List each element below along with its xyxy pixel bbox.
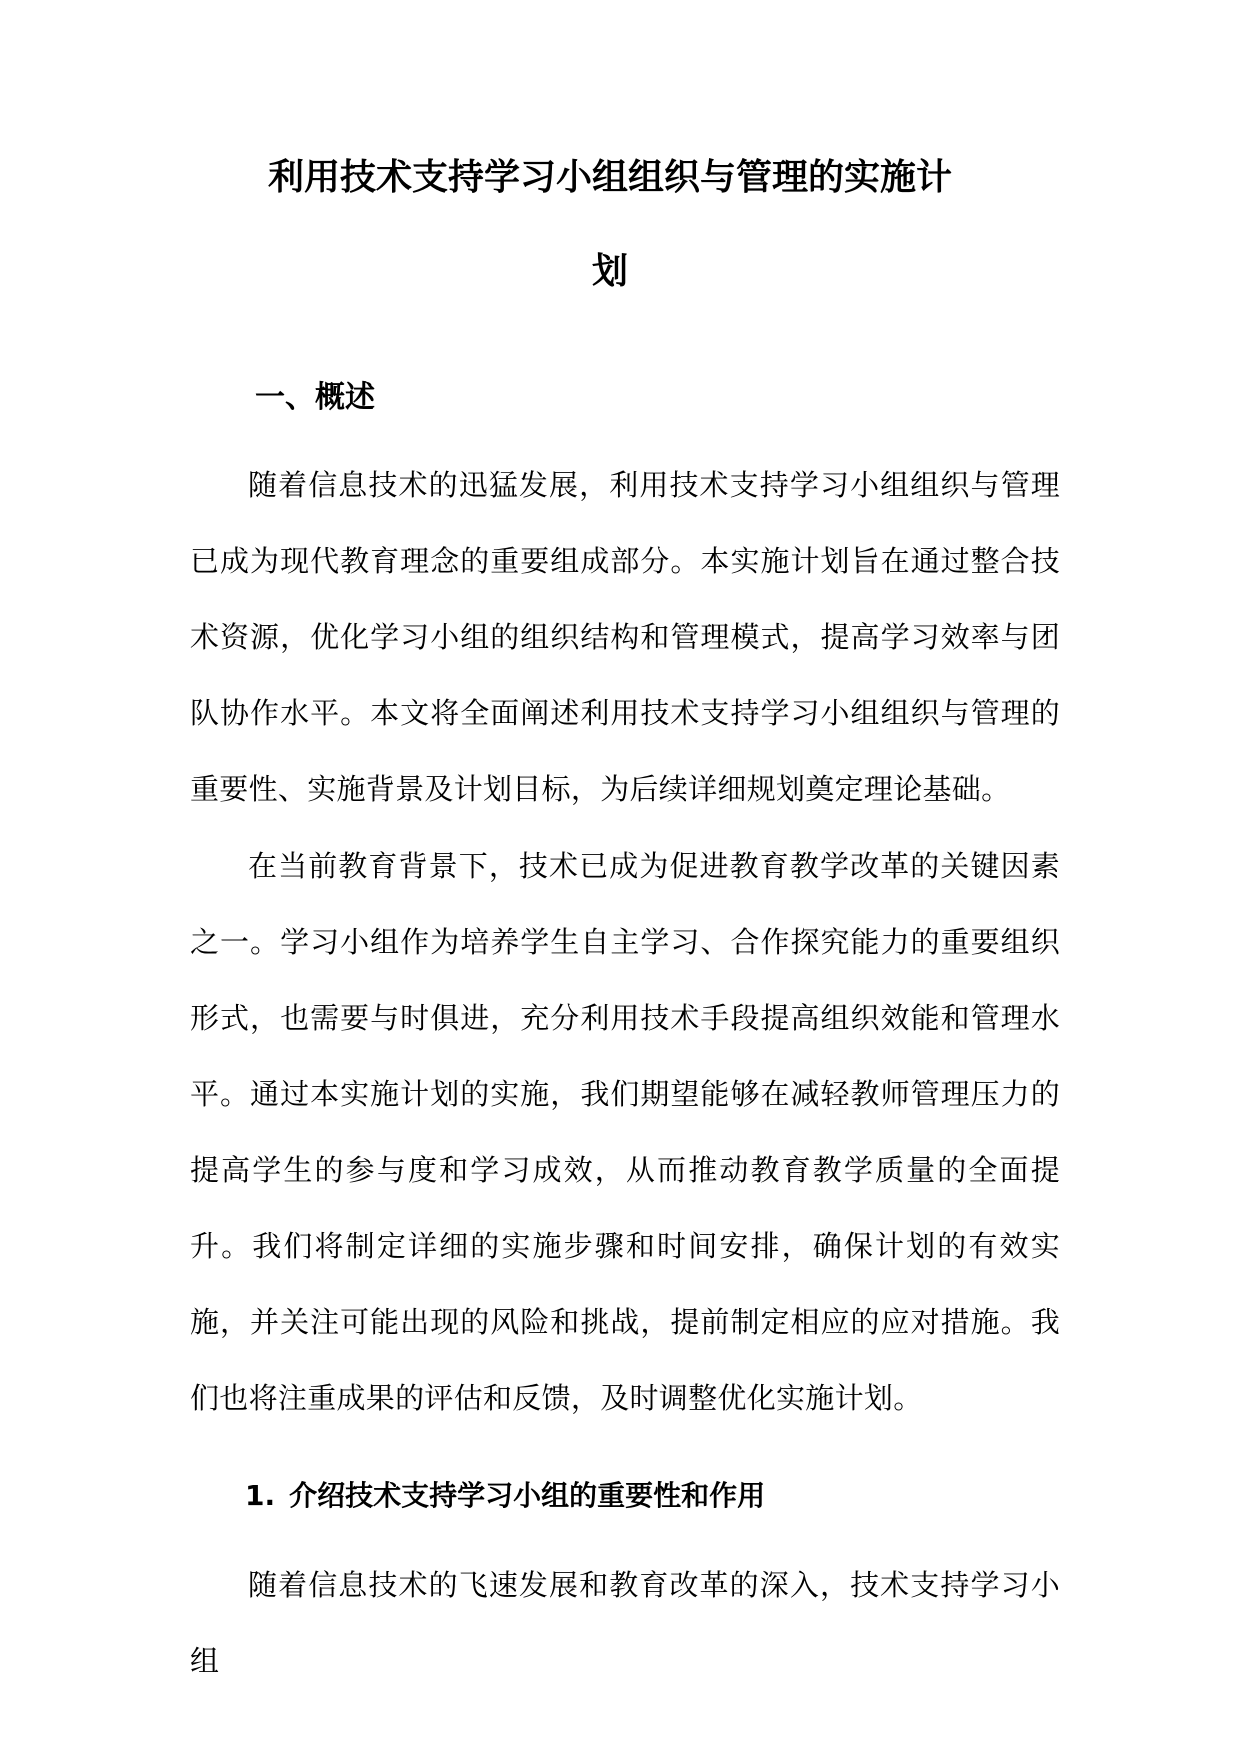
document-title-line-2: 划: [591, 251, 628, 292]
subsection-heading-text: 介绍技术支持学习小组的重要性和作用: [289, 1479, 766, 1512]
subsection-heading: [245, 1478, 765, 1514]
paragraph-overview-2: 在当前教育背景下，技术已成为促进教育教学改革的关键因素之一。学习小组作为培养学生自主学习、合作探究能力的重要组织形式，也需要与时俱进，充分利用技术手段提高组织效能和管理水平。通过本实施计划的实施，我们期望能够在减轻教师管理压力的提高学生的参与度和学习成效，从而推动教育教学质量的全面提升。我们将制定详细的实施步骤和时间安排，确保计划的有效实施，并关注可能出现的风险和挑战，提前制定相应的应对措施。我们也将注重成果的评估和反馈，及时调整优化实施计划。: [190, 849, 1060, 1415]
document-title-line-1: 利用技术支持学习小组组织与管理的实施计: [267, 157, 952, 198]
paragraph-subsection-1: 随着信息技术的飞速发展和教育改革的深入，技术支持学习小组: [190, 1568, 1060, 1678]
section-heading-overview: 一、概述: [255, 380, 375, 415]
paragraph-overview-1: 随着信息技术的迅猛发展，利用技术支持学习小组组织与管理已成为现代教育理念的重要组成部分。本实施计划旨在通过整合技术资源，优化学习小组的组织结构和管理模式，提高学习效率与团队协作水平。本文将全面阐述利用技术支持学习小组组织与管理的重要性、实施背景及计划目标，为后续详细规划奠定理论基础。: [190, 468, 1060, 806]
subsection-number: 1.: [245, 1479, 276, 1512]
